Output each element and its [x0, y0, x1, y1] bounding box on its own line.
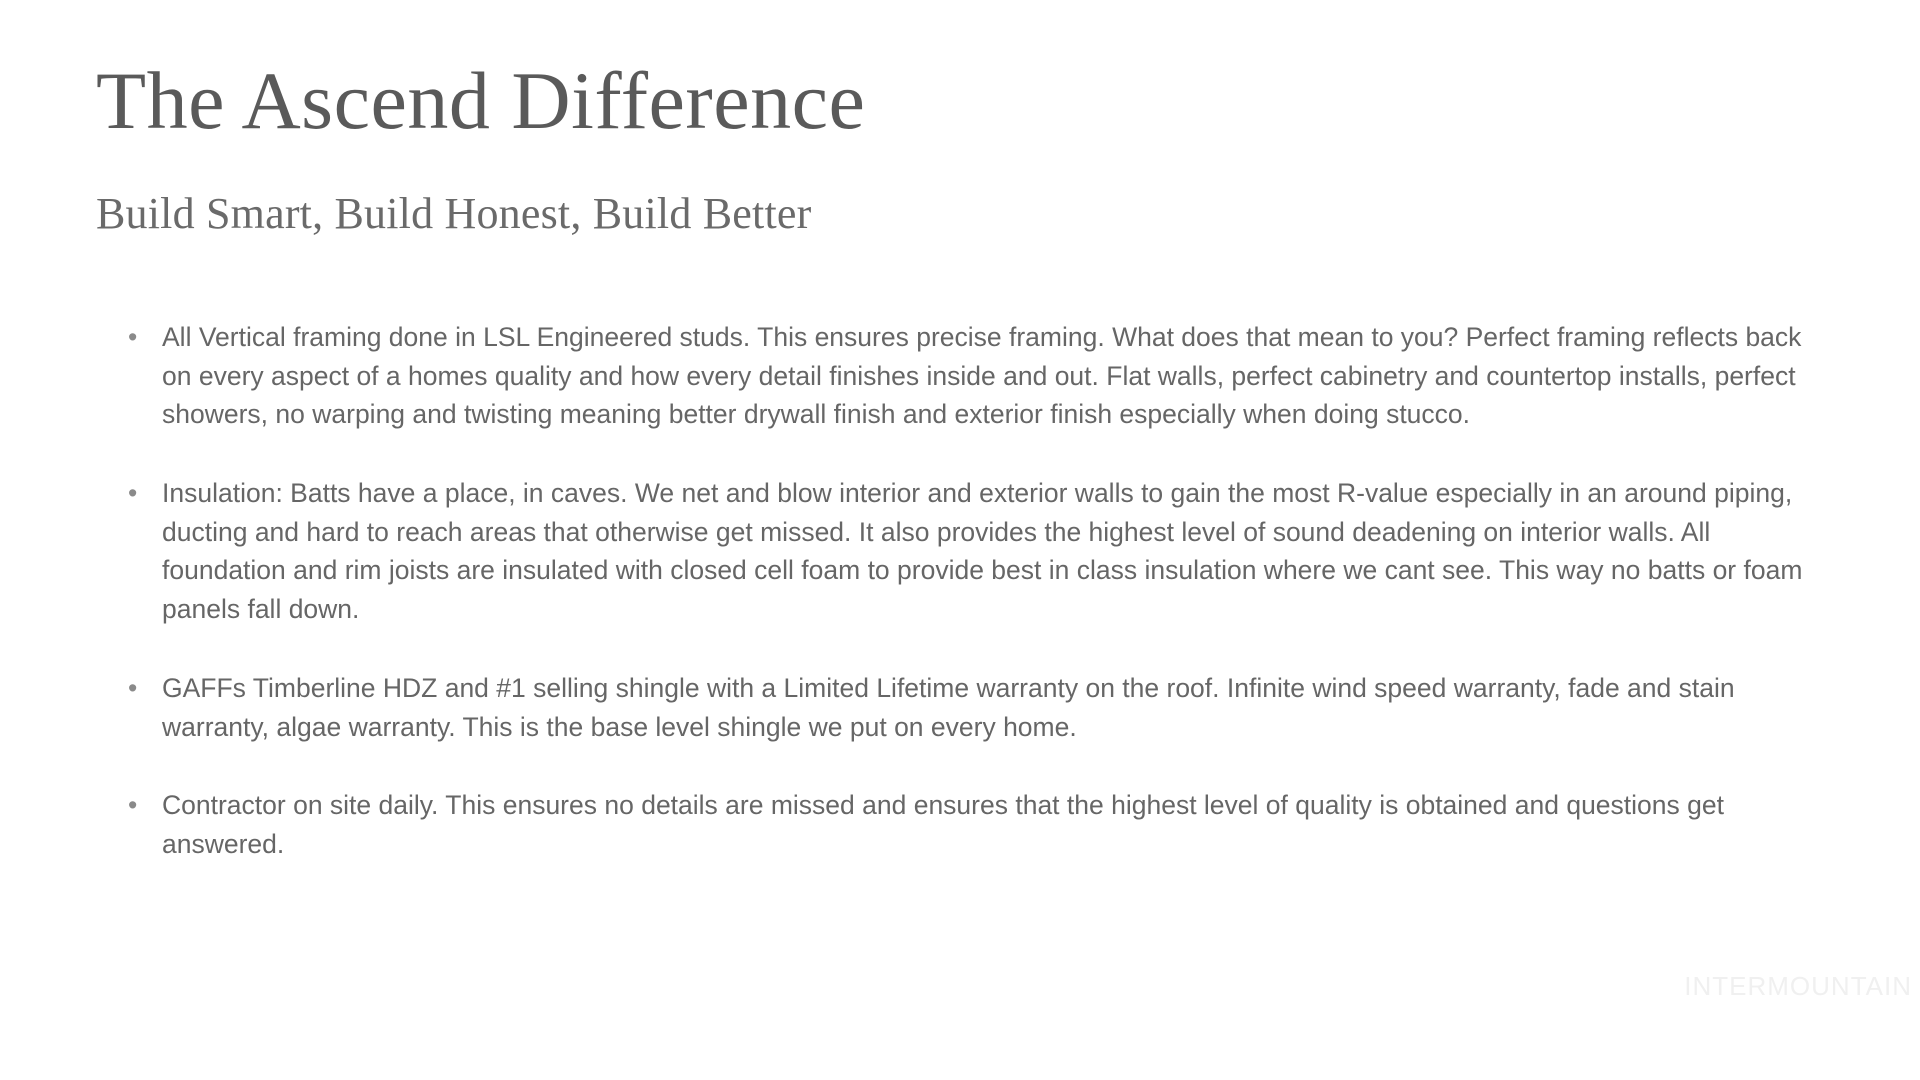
bullet-marker-icon: • — [128, 672, 138, 703]
page-title: The Ascend Difference — [96, 55, 866, 146]
list-item — [118, 669, 1808, 746]
list-item — [118, 786, 1808, 863]
watermark-text: INTERMOUNTAIN — [1684, 971, 1912, 1001]
list-item-text: GAFFs Timberline HDZ and #1 selling shingle with a Limited Lifetime warranty on the roof. Infinite wind speed warranty, fade and stain warranty, algae warranty. This is the base level shingle we put on every home. — [162, 672, 1735, 742]
list-item-text: Contractor on site daily. This ensures no details are missed and ensures that the highest level of quality is obtained and questions get answered. — [162, 790, 1724, 859]
bullet-list — [118, 318, 1808, 864]
list-item-text: Insulation: Batts have a place, in caves. We net and blow interior and exterior walls to gain the most R-value especially in an around piping, ducting and hard to reach areas that otherwise get missed. It also provides the highest level of sound deadening on interior walls. All foundation and rim joists are insulated with closed cell foam to provide best in class insulation where we cant see. This way no batts or foam panels fall down. — [162, 478, 1803, 625]
list-item — [118, 318, 1808, 434]
list-item-text: All Vertical framing done in LSL Engineered studs. This ensures precise framing. What does that mean to you? Perfect framing reflects back on every aspect of a homes quality and how every detail finishes inside and out. Flat walls, perfect cabinetry and countertop installs, perfect showers, no warping and twisting meaning better drywall finish and exterior finish especially when doing stucco. — [162, 322, 1802, 430]
bullet-marker-icon: • — [128, 478, 138, 509]
page-subtitle: Build Smart, Build Honest, Build Better — [96, 189, 812, 238]
list-item — [118, 474, 1808, 629]
bullet-marker-icon: • — [128, 790, 138, 821]
bullet-marker-icon: • — [128, 322, 138, 352]
